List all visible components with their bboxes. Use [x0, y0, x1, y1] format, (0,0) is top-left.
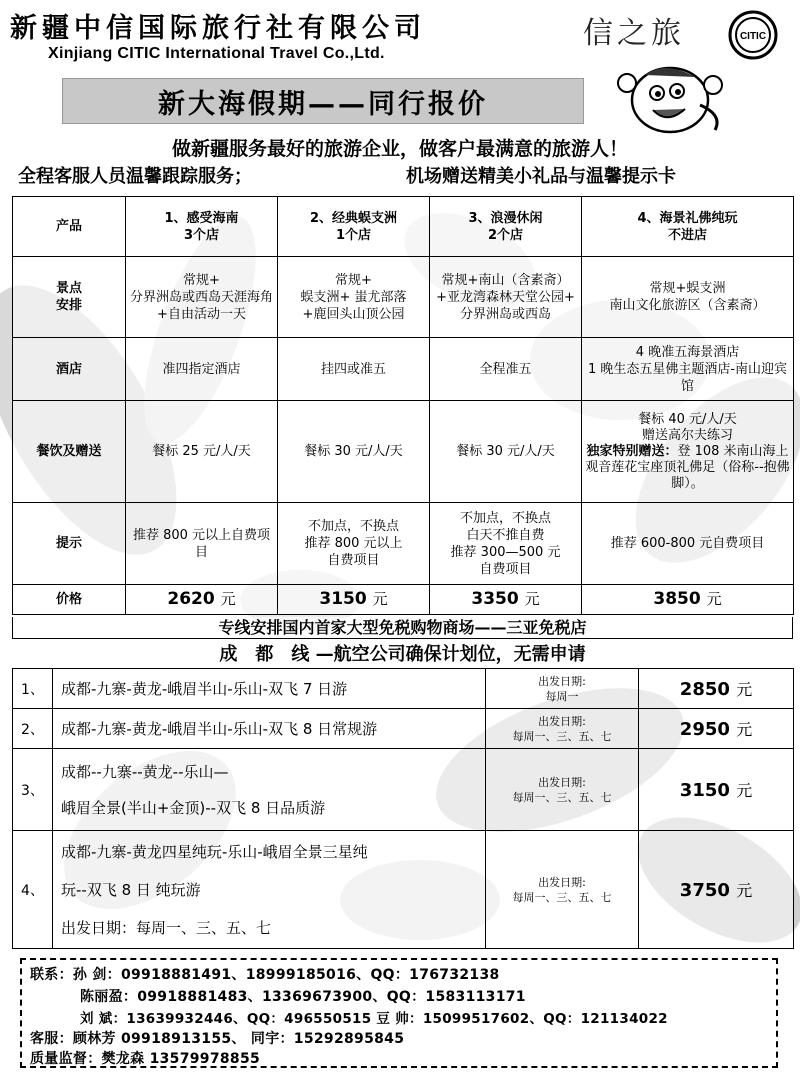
route-line: 成都-九寨-黄龙-峨眉半山-乐山-双飞 8 日常规游 [61, 719, 378, 738]
price-value: 2620 [167, 589, 215, 609]
chengdu-route-title: 成 都 线 —航空公司确保计划位，无需申请 [219, 644, 586, 665]
route-description [53, 749, 486, 831]
table-row [13, 401, 794, 503]
product-name-3: 3、浪漫休闲 2个店 [430, 197, 582, 257]
company-name: 新疆中信国际旅行社有限公司 [10, 13, 426, 44]
table-row [13, 585, 794, 615]
route-line: 成都-九寨-黄龙-峨眉半山-乐山-双飞 7 日游 [61, 679, 348, 698]
price-unit: 元 [736, 680, 753, 699]
departure-label: 出发日期: [538, 674, 586, 688]
hotel-2: 挂四或准五 [278, 338, 430, 401]
departure-days: 每周一、三、五、七 [512, 729, 612, 743]
duty-free-note: 专线安排国内首家大型免税购物商场——三亚免税店 [12, 617, 793, 639]
dining-4 [582, 401, 794, 503]
dining-1: 餐标 25 元/人/天 [126, 401, 278, 503]
price-4 [582, 585, 794, 615]
scenic-4: 常规+蜈支洲 南山文化旅游区（含素斋） [582, 257, 794, 338]
row-label-price: 价格 [13, 585, 126, 615]
price-unit: 元 [736, 881, 753, 900]
price-unit: 元 [736, 720, 753, 739]
price-unit: 元 [220, 590, 236, 608]
price-value: 2850 [679, 679, 730, 700]
dining-4-special: 登 108 米南山海上观音莲花宝座顶礼佛足（俗称--抱佛脚）。 [585, 443, 790, 491]
price-value: 2950 [679, 719, 730, 740]
hainan-product-table [12, 196, 794, 615]
contact-line-4: 客服：顾林芳 09918913155、 同宇：15292895845 [30, 1031, 405, 1047]
table-row [13, 503, 794, 585]
route-line: 峨眉全景(半山+金顶)--双飞 8 日品质游 [61, 798, 326, 817]
hotel-4: 4 晚准五海景酒店 1 晚生态五星佛主题酒店-南山迎宾馆 [582, 338, 794, 401]
price-value: 3350 [471, 589, 519, 609]
departure-days: 每周一、三、五、七 [512, 890, 612, 904]
hotel-3: 全程准五 [430, 338, 582, 401]
dining-4-line: 餐标 40 元/人/天 [638, 411, 737, 427]
price-unit: 元 [524, 590, 540, 608]
contact-line-1: 联系：孙 剑：09918881491、18999185016、QQ：176732138 [30, 967, 500, 983]
route-number: 3、 [13, 749, 53, 831]
price-unit: 元 [736, 781, 753, 800]
tips-4: 推荐 600-800 元自费项目 [582, 503, 794, 585]
brand-calligraphy-logo: 信之旅 [583, 16, 685, 51]
product-name-1: 1、感受海南 3个店 [126, 197, 278, 257]
table-row [13, 709, 794, 749]
chengdu-route-table [12, 668, 794, 949]
route-price [639, 749, 794, 831]
table-row [13, 338, 794, 401]
departure-cell [486, 669, 639, 709]
scenic-2: 常规+ 蜈支洲+ 蚩尤部落 +鹿回头山顶公园 [278, 257, 430, 338]
route-price [639, 709, 794, 749]
route-number: 1、 [13, 669, 53, 709]
product-name-4: 4、海景礼佛纯玩 不进店 [582, 197, 794, 257]
service-note-right: 机场赠送精美小礼品与温馨提示卡 [406, 166, 676, 187]
row-label-product: 产品 [13, 197, 126, 257]
product-name-2: 2、经典蜈支洲 1个店 [278, 197, 430, 257]
price-unit: 元 [372, 590, 388, 608]
dining-4-special-label: 独家特别赠送： [586, 443, 678, 459]
row-label-tips: 提示 [13, 503, 126, 585]
table-row [13, 257, 794, 338]
route-line: 成都--九寨--黄龙--乐山— [61, 762, 229, 781]
service-note-left: 全程客服人员温馨跟踪服务； [18, 166, 252, 187]
price-3 [430, 585, 582, 615]
contact-box [20, 958, 778, 1068]
route-line: 出发日期：每周一、三、五、七 [61, 918, 272, 937]
departure-label: 出发日期: [538, 714, 586, 728]
dining-3: 餐标 30 元/人/天 [430, 401, 582, 503]
departure-label: 出发日期: [538, 875, 586, 889]
tips-3: 不加点，不换点 白天不推自费 推荐 300—500 元 自费项目 [430, 503, 582, 585]
mascot-icon [605, 55, 725, 135]
price-value: 3850 [653, 589, 701, 609]
price-value: 3750 [679, 880, 730, 901]
departure-days: 每周一、三、五、七 [512, 790, 612, 804]
price-unit: 元 [706, 590, 722, 608]
row-label-hotel: 酒店 [13, 338, 126, 401]
table-row [13, 669, 794, 709]
company-name-english: Xinjiang CITIC International Travel Co.,Ltd. [48, 45, 385, 62]
departure-cell [486, 749, 639, 831]
scenic-1: 常规+ 分界洲岛或西岛天涯海角 +自由活动一天 [126, 257, 278, 338]
dining-4-line: 赠送高尔夫练习 [641, 427, 733, 443]
banner-title: 新大海假期——同行报价 [62, 78, 584, 124]
tips-1: 推荐 800 元以上自费项目 [126, 503, 278, 585]
price-1 [126, 585, 278, 615]
price-2 [278, 585, 430, 615]
departure-days: 每周一 [545, 689, 579, 703]
route-description [53, 831, 486, 949]
tips-2: 不加点，不换点 推荐 800 元以上 自费项目 [278, 503, 430, 585]
price-value: 3150 [679, 780, 730, 801]
route-number: 4、 [13, 831, 53, 949]
departure-label: 出发日期: [538, 775, 586, 789]
table-row [13, 749, 794, 831]
departure-cell [486, 831, 639, 949]
route-line: 玩--双飞 8 日 纯玩游 [61, 880, 201, 899]
price-value: 3150 [319, 589, 367, 609]
route-line: 成都-九寨-黄龙四星纯玩-乐山-峨眉全景三星纯 [61, 842, 368, 861]
table-row [13, 197, 794, 257]
row-label-scenic: 景点 安排 [13, 257, 126, 338]
route-price [639, 831, 794, 949]
departure-cell [486, 709, 639, 749]
route-number: 2、 [13, 709, 53, 749]
scenic-3: 常规+南山（含素斋） +亚龙湾森林天堂公园+ 分界洲岛或西岛 [430, 257, 582, 338]
citic-logo-text: CITIC [739, 31, 767, 42]
contact-line-5: 质量监督：樊龙森 13579978855 [30, 1051, 261, 1067]
contact-line-3: 刘 斌：13639932446、QQ：496550515 豆 帅：15099517602、QQ：121134022 [80, 1011, 668, 1027]
table-row [13, 831, 794, 949]
route-price [639, 669, 794, 709]
route-description [53, 669, 486, 709]
dining-2: 餐标 30 元/人/天 [278, 401, 430, 503]
hotel-1: 准四指定酒店 [126, 338, 278, 401]
company-slogan: 做新疆服务最好的旅游企业，做客户最满意的旅游人！ [171, 138, 628, 160]
contact-line-2: 陈丽盈：09918881483、13369673900、QQ：1583113171 [80, 989, 526, 1005]
citic-logo-icon [728, 10, 778, 60]
row-label-dining: 餐饮及赠送 [13, 401, 126, 503]
route-description [53, 709, 486, 749]
